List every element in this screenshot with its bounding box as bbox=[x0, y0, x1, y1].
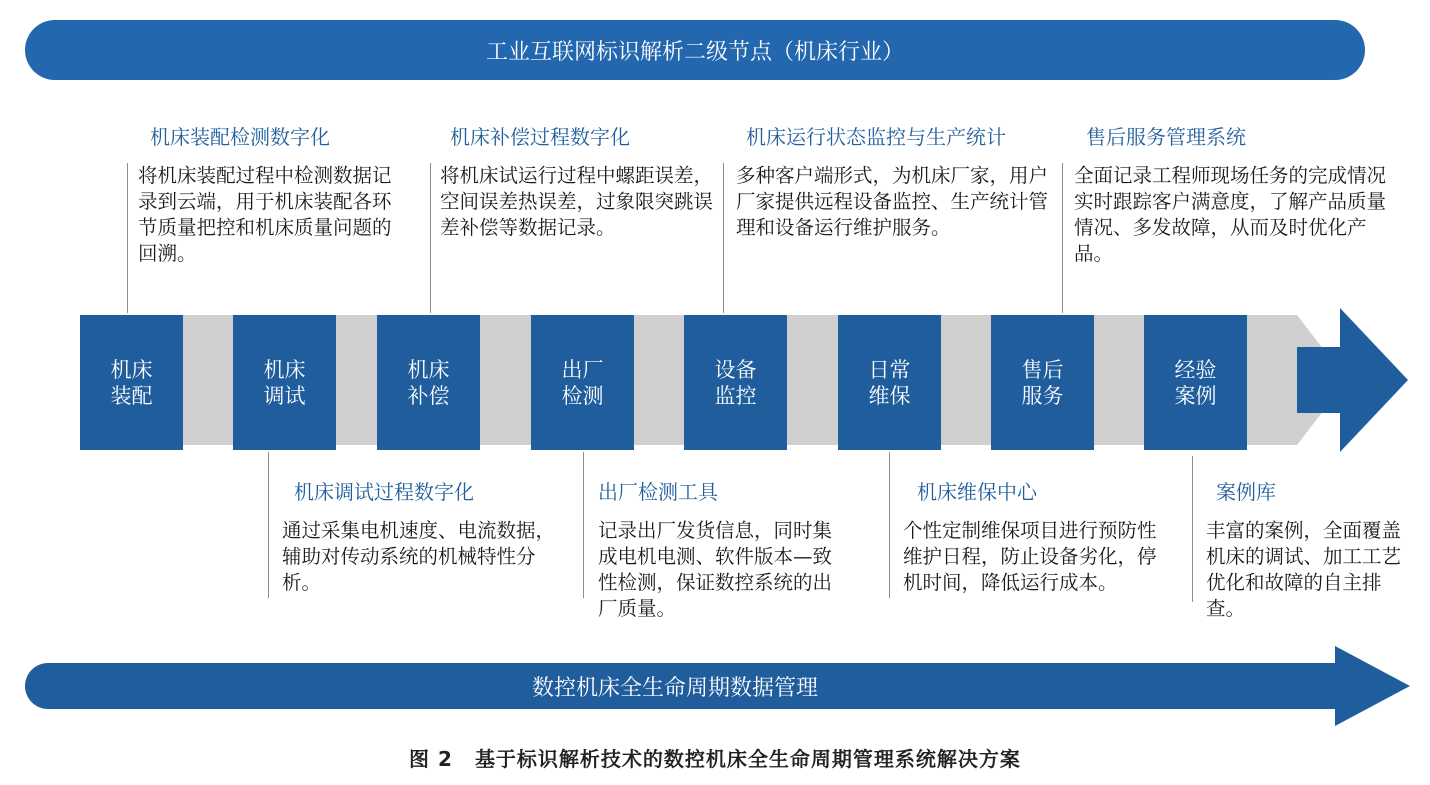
figure-number: 图 2 bbox=[409, 747, 453, 771]
callout-line bbox=[723, 163, 724, 313]
description-title: 售后服务管理系统 bbox=[1086, 125, 1246, 149]
description-body: 全面记录工程师现场任务的完成情况实时跟踪客户满意度，了解产品质量情况、多发故障，从而及时优化产品。 bbox=[1074, 164, 1387, 265]
stage-box bbox=[377, 315, 480, 450]
stage-box bbox=[233, 315, 336, 450]
stage-label-line1: 机床 bbox=[407, 357, 450, 382]
bottom-description bbox=[903, 479, 1163, 596]
stage-label-line1: 设备 bbox=[714, 357, 757, 382]
stage-label-line2: 案例 bbox=[1174, 383, 1217, 408]
description-title: 案例库 bbox=[1216, 480, 1276, 504]
description-body: 将机床试运行过程中螺距误差，空间误差热误差，过象限突跳误差补偿等数据记录。 bbox=[440, 164, 714, 239]
bottom-description bbox=[1206, 479, 1416, 622]
callout-line bbox=[583, 452, 584, 598]
bottom-description bbox=[282, 479, 562, 596]
callout-line bbox=[127, 163, 128, 313]
process-end-arrow bbox=[1297, 308, 1408, 452]
stage-label-line2: 补偿 bbox=[407, 383, 450, 408]
stage-label-line1: 机床 bbox=[263, 357, 306, 382]
description-body: 多种客户端形式，为机床厂家，用户厂家提供远程设备监控、生产统计管理和设备运行维护服务。 bbox=[736, 164, 1049, 239]
figure-caption bbox=[0, 743, 1430, 772]
stage-label-line1: 售后 bbox=[1021, 357, 1064, 382]
top-description bbox=[440, 124, 722, 241]
description-title: 出厂检测工具 bbox=[598, 480, 718, 504]
figure-caption-text: 基于标识解析技术的数控机床全生命周期管理系统解决方案 bbox=[474, 747, 1021, 771]
stage-box bbox=[991, 315, 1094, 450]
description-body: 记录出厂发货信息，同时集成电机电测、软件版本—致性检测，保证数控系统的出厂质量。 bbox=[598, 519, 833, 620]
stage-label-line2: 装配 bbox=[110, 383, 153, 408]
description-title: 机床补偿过程数字化 bbox=[450, 125, 630, 149]
banner-title: 工业互联网标识解析二级节点（机床行业） bbox=[485, 39, 904, 65]
description-title: 机床调试过程数字化 bbox=[294, 480, 474, 504]
callout-line bbox=[268, 452, 269, 598]
top-description bbox=[138, 124, 402, 267]
top-description bbox=[736, 124, 1062, 241]
stage-box bbox=[80, 315, 183, 450]
description-title: 机床装配检测数字化 bbox=[150, 125, 330, 149]
stage-box bbox=[684, 315, 787, 450]
stage-box bbox=[838, 315, 941, 450]
stage-label-line2: 监控 bbox=[714, 383, 757, 408]
bottom-description bbox=[598, 479, 850, 622]
stage-label-line2: 维保 bbox=[868, 383, 911, 408]
callout-line bbox=[1062, 163, 1063, 313]
stage-box bbox=[531, 315, 634, 450]
top-banner bbox=[25, 20, 1365, 80]
description-title: 机床运行状态监控与生产统计 bbox=[746, 125, 1006, 149]
stage-label-line2: 检测 bbox=[561, 383, 604, 408]
stage-label-line1: 机床 bbox=[110, 357, 153, 382]
stage-label-line2: 服务 bbox=[1021, 383, 1064, 408]
top-description bbox=[1074, 124, 1398, 267]
lifecycle-arrow-label bbox=[25, 663, 1325, 709]
callout-line bbox=[430, 163, 431, 313]
stage-label-line1: 出厂 bbox=[561, 357, 604, 382]
description-body: 将机床装配过程中检测数据记录到云端，用于机床装配各环节质量把控和机床质量问题的回溯。 bbox=[138, 164, 392, 265]
callout-line bbox=[889, 452, 890, 598]
stage-label-line1: 日常 bbox=[868, 357, 911, 382]
lifecycle-label-text: 数控机床全生命周期数据管理 bbox=[531, 675, 818, 701]
stage-label-line2: 调试 bbox=[263, 383, 306, 408]
description-body: 个性定制维保项目进行预防性维护日程，防止设备劣化，停机时间，降低运行成本。 bbox=[903, 519, 1157, 594]
stage-label-line1: 经验 bbox=[1174, 357, 1217, 382]
description-body: 丰富的案例，全面覆盖机床的调试、加工工艺优化和故障的自主排查。 bbox=[1206, 519, 1402, 620]
description-title: 机床维保中心 bbox=[917, 480, 1037, 504]
callout-line bbox=[1192, 456, 1193, 602]
stage-box bbox=[1144, 315, 1247, 450]
description-body: 通过采集电机速度、电流数据，辅助对传动系统的机械特性分析。 bbox=[282, 519, 556, 594]
